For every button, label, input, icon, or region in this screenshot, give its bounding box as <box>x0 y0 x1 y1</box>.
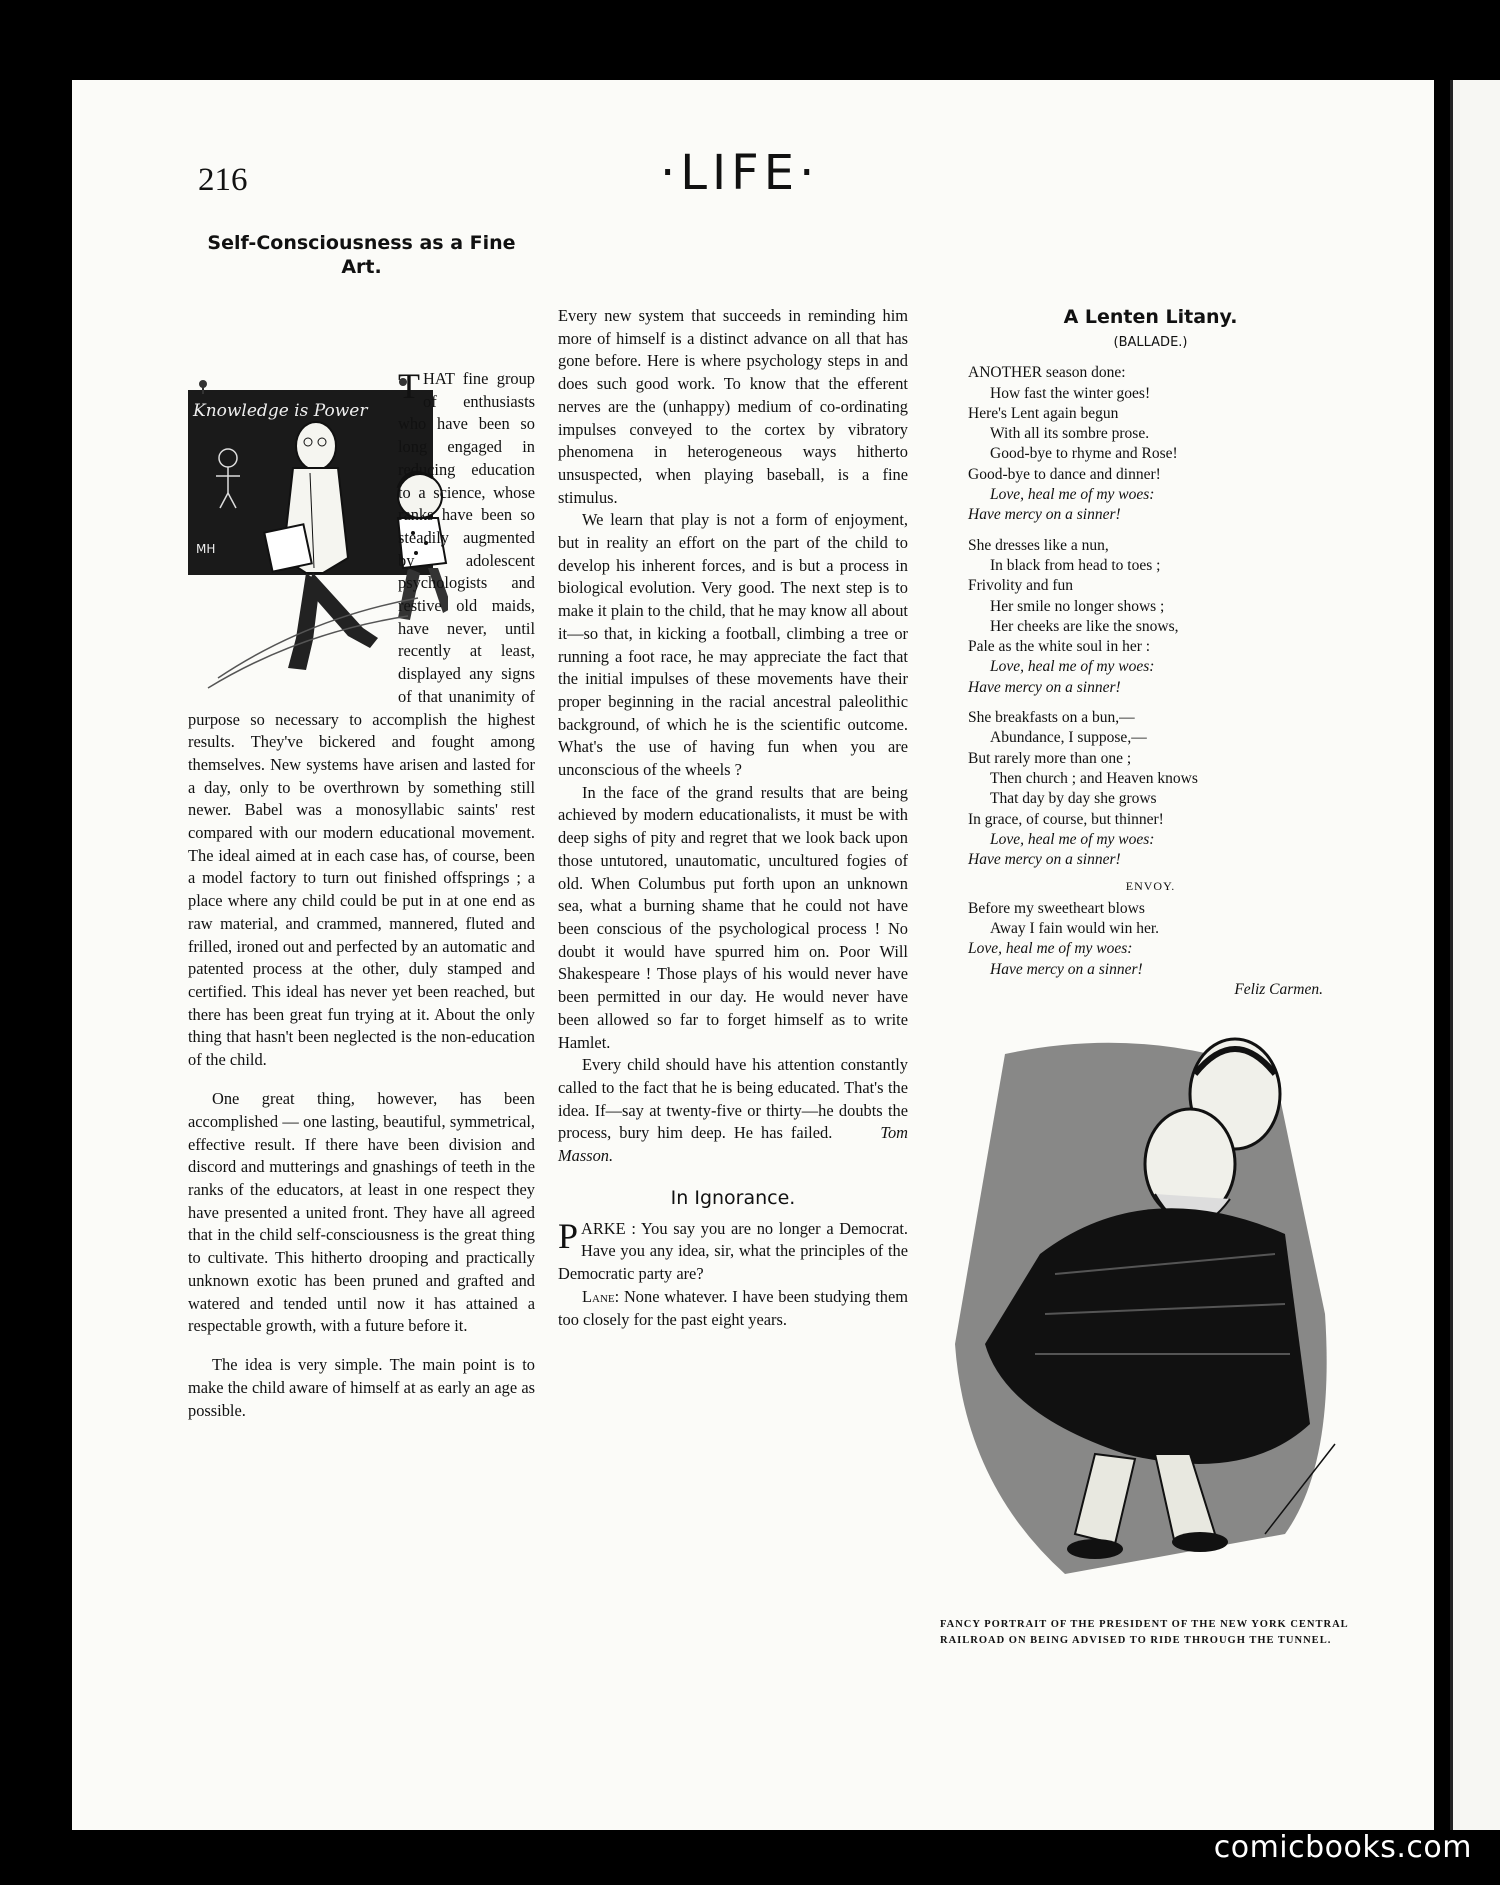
poem-subtitle: (BALLADE.) <box>1113 335 1188 350</box>
article-paragraph-text: Every child should have his attention constantly called to the fact that he is being educated. That's the idea. If—say at twenty-five or thirty—he doubts the process, bury him deep. He has failed. <box>558 1055 908 1143</box>
poem-line: But rarely more than one ; <box>968 749 1132 767</box>
poem-line: She breakfasts on a bun,— <box>968 709 1135 727</box>
poem-column <box>968 305 1333 1000</box>
poem-refrain: Love, heal me of my woes: <box>990 486 1155 504</box>
poem-line: Abundance, I suppose,— <box>990 729 1147 747</box>
envoy-label: ENVOY. <box>1125 879 1176 894</box>
poem-line: Her cheeks are like the snows, <box>990 617 1179 635</box>
dialogue-text: ARKE : You say you are no longer a Democrat. Have you any idea, sir, what the principles of the Democratic party are? <box>558 1218 908 1284</box>
article-lead-paragraph: HAT fine group of enthusiasts who have been so long engaged in reducing education to a science, whose ranks have been so steadily augmented by adolescent psychologists and restive old maids, have never, until recently at least, displayed any signs of that unanimity of purpose so necessary to accomplish the highest results. They've bickered and fought among themselves. New systems have arisen and lasted for a day, only to be overthrown by something still newer. Babel was a monosyllabic saints' rest compared with our modern educational movement. The ideal aimed at in each case has, of course, been a model factory to turn out finished offsprings ; a place where any child could be put in at one end as raw material, and crammed, mannered, fluted and frilled, ironed out and perfected by an automatic and patented process at the other, duly stamped and certified. This ideal has never yet been reached, but there has been great fun trying at it. About the only thing that hasn't been neglected is the non-education of the child. <box>188 369 535 1070</box>
author-byline: Tom Masson. <box>558 1123 908 1166</box>
article-title-self-consciousness: Self-Consciousness as a Fine Art. <box>207 232 516 278</box>
article-title-in-ignorance: In Ignorance. <box>670 1186 796 1209</box>
article-column-2 <box>558 305 908 1331</box>
dropcap-t: T <box>398 366 420 406</box>
poem-refrain: Love, heal me of my woes: <box>990 658 1155 676</box>
poem-line: Her smile no longer shows ; <box>990 597 1165 615</box>
poem-line: Good-bye to dance and dinner! <box>968 465 1161 483</box>
poem-line: How fast the winter goes! <box>990 384 1151 402</box>
poem-line: Here's Lent again begun <box>968 404 1119 422</box>
poem-line: Frivolity and fun <box>968 577 1074 595</box>
blackboard-writing: Knowledge is Power <box>193 401 368 421</box>
poem-title: A Lenten Litany. <box>1063 306 1238 328</box>
poem-line: Pale as the white soul in her : <box>968 638 1151 656</box>
article-paragraph: The idea is very simple. The main point is to make the child aware of himself at as early an age as possible. <box>188 1355 535 1420</box>
watermark: comicbooks.com <box>1213 1830 1472 1865</box>
speaker-name: Lane <box>582 1286 615 1306</box>
article-paragraph: Every new system that succeeds in reminding him more of himself is a distinct advance on all that has gone before. Here is where psychology steps in and does such good work. To know that the efferent nerves are the (unhappy) medium of co-ordinating impulses conveyed to the cortex by vibratory phenomena in heterogeneous ways hitherto unsuspected, when playing baseball, is a fine stimulus. <box>558 306 908 507</box>
dialogue-line <box>558 1286 908 1331</box>
poem-refrain: Have mercy on a sinner! <box>968 678 1121 696</box>
dialogue-line <box>558 1215 908 1286</box>
stanza <box>968 899 1333 980</box>
article-column-1 <box>188 368 535 1439</box>
poem-line: In black from head to toes ; <box>990 556 1161 574</box>
poem-line: Before my sweetheart blows <box>968 899 1145 917</box>
stanza <box>968 708 1333 870</box>
poem-line: She dresses like a nun, <box>968 536 1109 554</box>
poem-refrain: Have mercy on a sinner! <box>968 506 1121 524</box>
poem-line: Away I fain would win her. <box>990 920 1160 938</box>
poem-author: Feliz Carmen. <box>1234 980 1323 998</box>
facing-page-edge <box>1450 80 1500 1830</box>
stanza <box>968 536 1333 698</box>
railroad-president-illustration <box>945 1014 1340 1604</box>
poem-line: Then church ; and Heaven knows <box>990 769 1198 787</box>
poem-refrain: Have mercy on a sinner! <box>990 960 1143 978</box>
poem-line: ANOTHER season done: <box>968 364 1126 382</box>
dialogue-text: : None whatever. I have been studying them too closely for the past eight years. <box>558 1286 908 1329</box>
article-paragraph: One great thing, however, has been accomplished — one lasting, beautiful, symmetrical, effective result. If there have been division and discord and mutterings and gnashings of teeth in the ranks of the educators, at least in one respect they have presented a united front. They have all agreed that in the child self-consciousness is the great thing to cultivate. This hitherto drooping and practically unknown exotic has been pruned and grafted and watered and tended until now it has attained a respectable growth, with a future before it. <box>188 1089 535 1336</box>
article-paragraph: In the face of the grand results that are being achieved by modern educationalists, it must be with deep sighs of pity and regret that we look back upon those untutored, unautomatic, uncultured fogies of old. When Columbus put forth upon an unknown sea, what a burning shame that he could not have been conscious of the psychological process ! No doubt it would have spurred him on. Poor Will Shakespeare ! Those plays of his would never have been permitted in our day. He would never have been allowed so far to forget himself as to write Hamlet. <box>558 782 908 1052</box>
stanza <box>968 363 1333 525</box>
dropcap-p: P <box>558 1215 579 1256</box>
schoolroom-illustration <box>188 368 398 698</box>
masthead: ·LIFE· <box>660 145 820 201</box>
poem-refrain: Have mercy on a sinner! <box>968 851 1121 869</box>
illustration-caption: FANCY PORTRAIT OF THE PRESIDENT OF THE NEW YORK CENTRAL RAILROAD ON BEING ADVISED TO RIDE THROUGH THE TUNNEL. <box>940 1619 1349 1646</box>
article-paragraph: We learn that play is not a form of enjoyment, but in reality an effort on the part of the child to develop his inherent forces, and is but a process in biological evolution. Very good. The next step is to make it plain to the child, that he may know all about it—so that, in kicking a football, climbing a tree or running a foot race, he may appreciate the fact that the initial impulses of these movements have their proper beginning in the racial ancestral paleolithic background, of which he is the scientific outcome. What's the use of having fun when you are unconscious of the wheels ? <box>558 510 908 780</box>
article-paragraph <box>558 1054 908 1168</box>
illustrator-signature: MH <box>196 542 216 556</box>
poem-line: In grace, of course, but thinner! <box>968 810 1164 828</box>
poem-refrain: Love, heal me of my woes: <box>968 940 1133 958</box>
poem-refrain: Love, heal me of my woes: <box>990 830 1155 848</box>
page-number: 216 <box>198 162 248 198</box>
poem-line: That day by day she grows <box>990 790 1157 808</box>
poem-line: With all its sombre prose. <box>990 425 1150 443</box>
poem-line: Good-bye to rhyme and Rose! <box>990 445 1178 463</box>
